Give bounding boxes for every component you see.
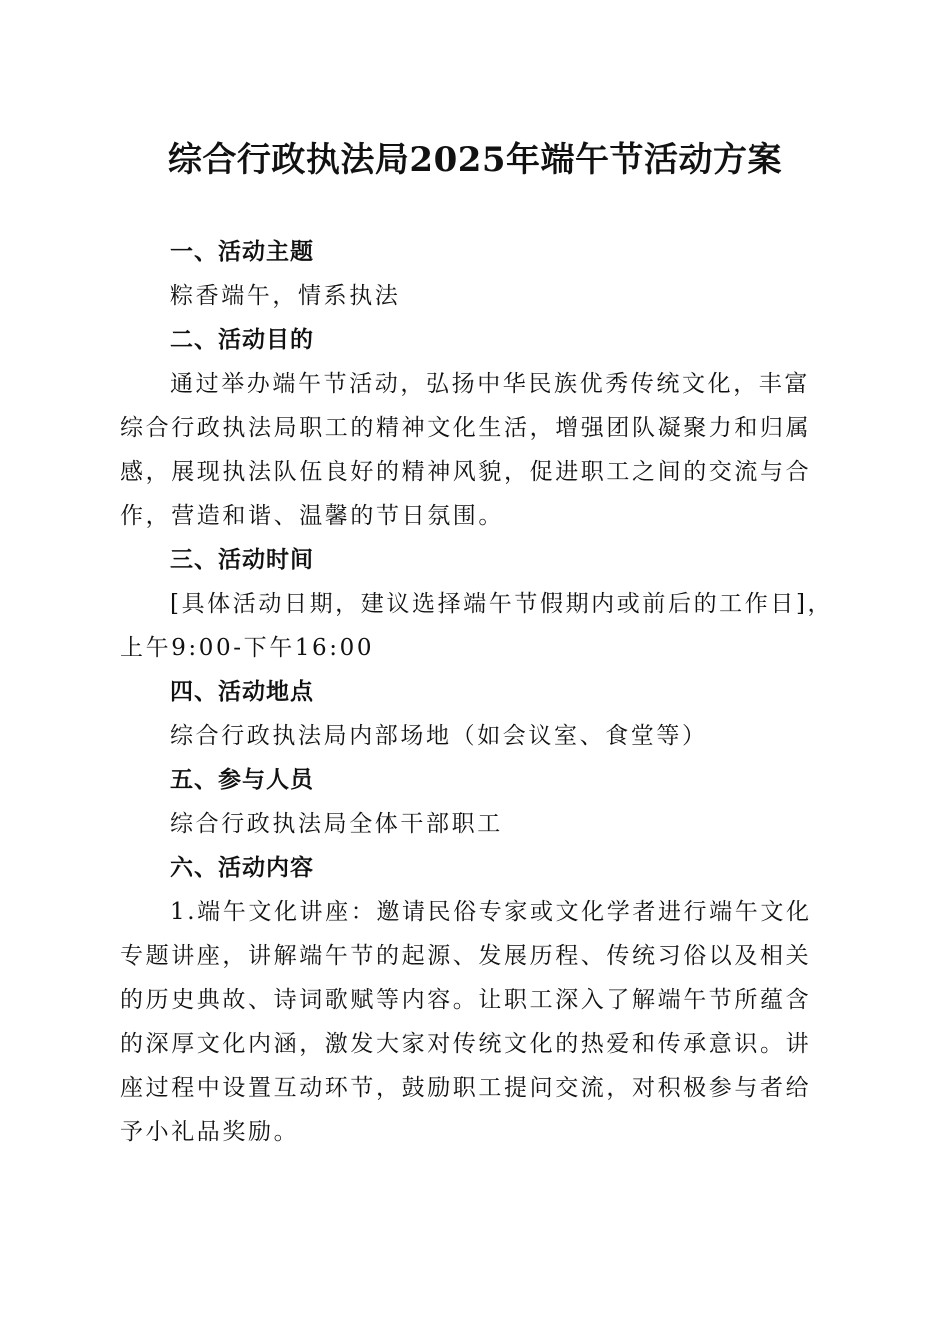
paragraph-line: 予小礼品奖励。	[120, 1119, 300, 1145]
paragraph-line: 感，展现执法队伍良好的精神风貌，促进职工之间的交流与合	[120, 459, 812, 485]
paragraph-line: 上午9:00-下午16:00	[120, 635, 375, 661]
paragraph-line: 综合行政执法局职工的精神文化生活，增强团队凝聚力和归属	[120, 415, 812, 441]
paragraph-line: 的历史典故、诗词歌赋等内容。让职工深入了解端午节所蕴含	[120, 987, 812, 1013]
paragraph-line: 的深厚文化内涵，激发大家对传统文化的热爱和传承意识。讲	[120, 1031, 812, 1057]
paragraph-line: 通过举办端午节活动，弘扬中华民族优秀传统文化，丰富	[170, 371, 810, 397]
paragraph-line: 座过程中设置互动环节，鼓励职工提问交流，对积极参与者给	[120, 1075, 812, 1101]
section-heading-venue: 四、活动地点	[170, 679, 314, 705]
paragraph-line: 1.端午文化讲座：邀请民俗专家或文化学者进行端午文化	[170, 899, 812, 925]
section-heading-content: 六、活动内容	[170, 855, 314, 881]
section-text-theme: 粽香端午，情系执法	[170, 283, 401, 309]
section-heading-participants: 五、参与人员	[170, 767, 314, 793]
section-text-participants: 综合行政执法局全体干部职工	[170, 811, 503, 837]
paragraph-line: [具体活动日期，建议选择端午节假期内或前后的工作日]，	[170, 591, 834, 617]
document-body	[120, 230, 834, 1154]
section-text-venue: 综合行政执法局内部场地（如会议室、食堂等）	[170, 723, 708, 749]
section-heading-purpose: 二、活动目的	[170, 327, 314, 353]
section-heading-time: 三、活动时间	[170, 547, 314, 573]
paragraph-line: 作，营造和谐、温馨的节日氛围。	[120, 503, 504, 529]
document-title: 综合行政执法局2025年端午节活动方案	[167, 140, 783, 180]
section-heading-theme: 一、活动主题	[170, 239, 314, 265]
paragraph-line: 专题讲座，讲解端午节的起源、发展历程、传统习俗以及相关	[120, 943, 812, 969]
